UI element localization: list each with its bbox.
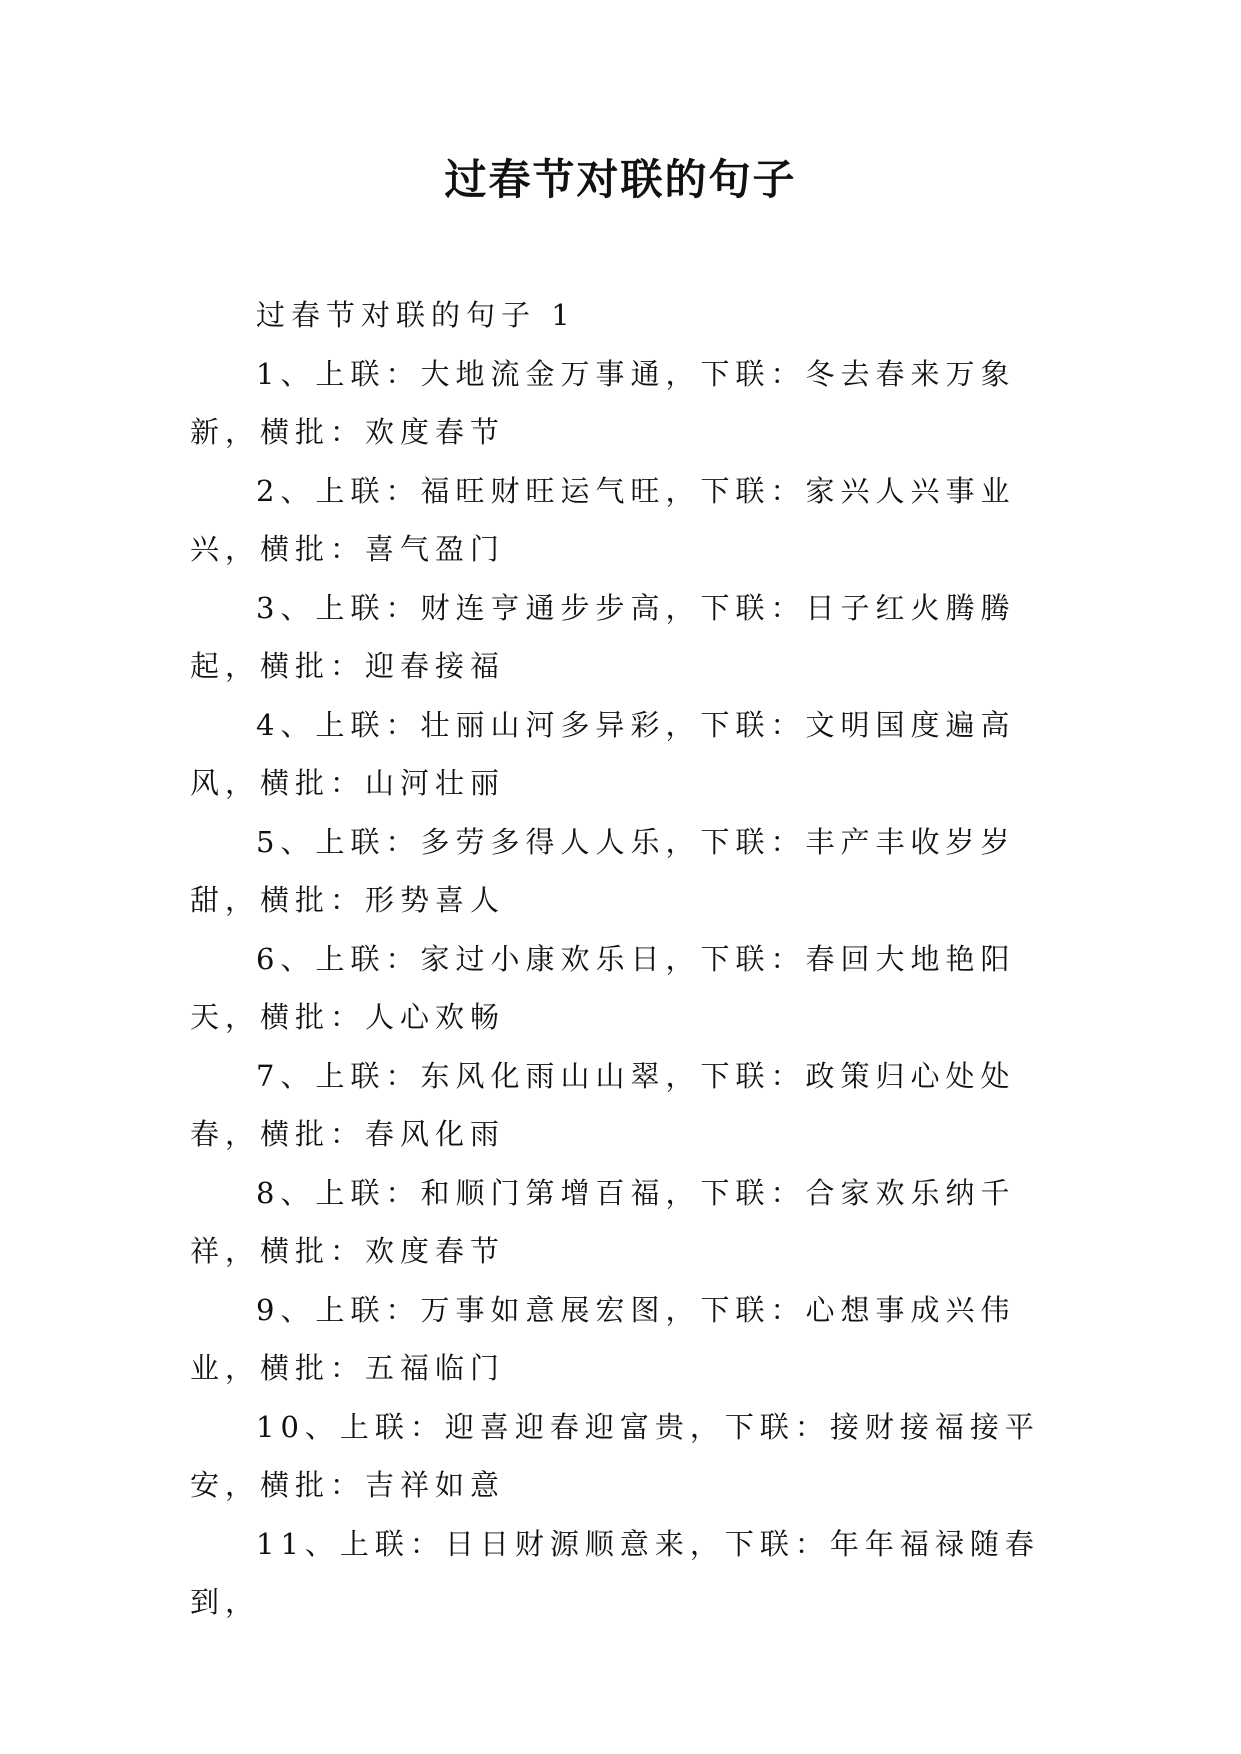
couplet-text: 1、上联：大地流金万事通，下联：冬去春来万象新， <box>190 356 1016 449</box>
couplet-text: 4、上联：壮丽山河多异彩，下联：文明国度遍高风， <box>190 707 1016 800</box>
couplet-text: 3、上联：财连亨通步步高，下联：日子红火腾腾起， <box>190 590 1016 683</box>
couplet-item <box>190 813 1070 930</box>
couplet-text: 7、上联：东风化雨山山翠，下联：政策归心处处春， <box>190 1058 1016 1151</box>
couplet-banner: 横批：形势喜人 <box>260 883 506 917</box>
page-title: 过春节对联的句子 <box>444 155 797 204</box>
couplet-banner: 横批：春风化雨 <box>260 1117 506 1151</box>
couplet-text: 9、上联：万事如意展宏图，下联：心想事成兴伟业， <box>190 1292 1016 1385</box>
couplet-text: 2、上联：福旺财旺运气旺，下联：家兴人兴事业兴， <box>190 473 1016 566</box>
couplet-text: 8、上联：和顺门第增百福，下联：合家欢乐纳千祥， <box>190 1175 1016 1268</box>
couplet-item <box>190 1047 1070 1164</box>
document-body <box>190 286 1070 1632</box>
couplet-banner: 横批：欢度春节 <box>260 415 506 449</box>
couplet-text: 10、上联：迎喜迎春迎富贵，下联：接财接福接平安， <box>190 1409 1040 1502</box>
couplet-item <box>190 1164 1070 1281</box>
couplet-banner: 横批：人心欢畅 <box>260 1000 506 1034</box>
couplet-banner: 横批：山河壮丽 <box>260 766 506 800</box>
couplet-item <box>190 1398 1070 1515</box>
couplet-banner: 横批：喜气盈门 <box>260 532 506 566</box>
couplet-banner: 横批：迎春接福 <box>260 649 506 683</box>
couplet-item <box>190 696 1070 813</box>
couplet-banner: 横批：吉祥如意 <box>260 1468 506 1502</box>
couplet-text: 6、上联：家过小康欢乐日，下联：春回大地艳阳天， <box>190 941 1016 1034</box>
section-heading: 过春节对联的句子 1 <box>256 298 576 332</box>
couplet-item <box>190 1515 1070 1632</box>
couplet-banner: 横批：欢度春节 <box>260 1234 506 1268</box>
couplet-item <box>190 579 1070 696</box>
couplet-item <box>190 930 1070 1047</box>
couplet-text: 11、上联：日日财源顺意来，下联：年年福禄随春到， <box>190 1526 1040 1619</box>
couplet-text: 5、上联：多劳多得人人乐，下联：丰产丰收岁岁甜， <box>190 824 1016 917</box>
couplet-item <box>190 462 1070 579</box>
couplet-banner: 横批：五福临门 <box>260 1351 506 1385</box>
couplet-item <box>190 345 1070 462</box>
couplet-item <box>190 1281 1070 1398</box>
